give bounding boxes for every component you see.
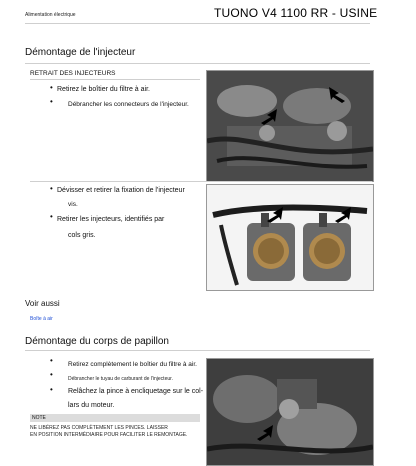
arrow-icon — [327, 87, 345, 103]
engine-photo2-illustration — [207, 359, 373, 465]
section2-bullet2: Débrancher le tuyau de carburant de l'injecteur. — [68, 376, 173, 382]
section1-bullet3-line1: Dévisser et retirer la fixation de l'injecteur — [57, 187, 185, 194]
section2-bullet1: Retirez complètement le boîtier du filtre à air. — [68, 361, 197, 368]
bullet-icon: • — [50, 83, 53, 92]
injector-connectors-photo — [206, 70, 374, 182]
section1-title: Démontage de l'injecteur — [25, 47, 136, 58]
arrow-icon — [335, 207, 353, 223]
section1-bullet2: Débrancher les connecteurs de l'injecteur. — [68, 101, 189, 108]
bullet-icon: • — [50, 385, 53, 394]
bullet-icon: • — [50, 356, 53, 365]
section1-bullet1: Retirez le boîtier du filtre à air. — [57, 86, 150, 93]
section1-subheading: RETRAIT DES INJECTEURS — [30, 70, 116, 77]
note-line1: NE LIBÉREZ PAS COMPLÈTEMENT LES PINCES. LAISSER — [30, 425, 168, 431]
throttle-bodies-photo — [206, 184, 374, 291]
section1-bullet3-line2: vis. — [68, 201, 78, 208]
arrow-icon — [267, 207, 285, 223]
subheading-underline — [30, 79, 200, 80]
see-also-title: Voir aussi — [25, 299, 60, 308]
section1-divider — [25, 63, 370, 64]
engine-photo-illustration — [207, 71, 373, 181]
throttle-photo-illustration — [207, 185, 373, 290]
section1-mid-divider — [30, 181, 372, 182]
section1-bullet4-line2: cols gris. — [68, 232, 96, 239]
section2-bullet3-line1: Relâchez la pince à encliquetage sur le col- — [68, 388, 204, 395]
bullet-icon: • — [50, 97, 53, 106]
arrow-icon — [261, 109, 279, 125]
section2-title: Démontage du corps de papillon — [25, 336, 169, 347]
bullet-icon: • — [50, 212, 53, 221]
arrow-icon — [257, 425, 275, 441]
section1-bullet4-line1: Retirer les injecteurs, identifiés par — [57, 216, 165, 223]
note-heading: NOTE — [30, 414, 200, 422]
section2-bullet3-line2: lars du moteur. — [68, 402, 115, 409]
bullet-icon: • — [50, 370, 53, 379]
bullet-icon: • — [50, 184, 53, 193]
header-model-title: TUONO V4 1100 RR - USINE — [214, 6, 378, 20]
section2-divider — [25, 350, 370, 351]
throttle-body-removal-photo — [206, 358, 374, 466]
note-line2: EN POSITION INTERMÉDIAIRE POUR FACILITER LE REMONTAGE. — [30, 432, 188, 438]
header-section-label: Alimentation électrique — [25, 12, 76, 18]
see-also-airbox-link[interactable]: Boîte à air — [30, 316, 53, 322]
header-divider — [25, 23, 370, 24]
